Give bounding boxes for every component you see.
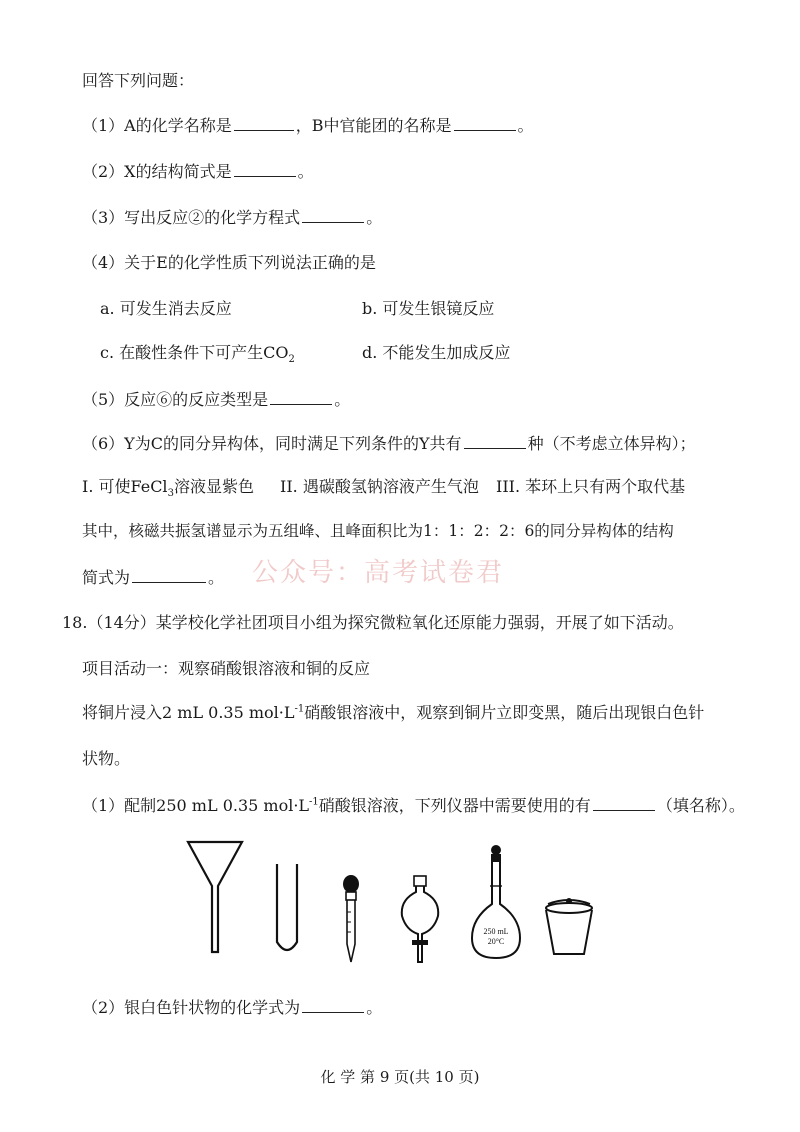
option-d: d. 不能发生加成反应	[362, 343, 511, 362]
crucible-icon	[538, 896, 600, 960]
q18-1-superscript: -1	[309, 796, 319, 808]
question-18-head: 18.（14分）某学校化学社团项目小组为探究微粒氧化还原能力强弱，开展了如下活动。	[62, 613, 684, 632]
intro-line: 回答下列问题：	[82, 71, 195, 90]
answer-blank[interactable]	[302, 996, 364, 1013]
answer-blank[interactable]	[270, 388, 332, 405]
q18-1-end: （填名称）。	[656, 796, 745, 815]
q17-2-end: 。	[297, 162, 314, 181]
flask-label-temperature: 20°C	[487, 937, 505, 946]
q17-1-prefix: （1）A的化学名称是	[82, 116, 232, 135]
q17-1-end: 。	[517, 116, 534, 135]
condition-i-subscript: 3	[167, 488, 174, 500]
question-17-2	[82, 160, 314, 183]
answer-blank[interactable]	[593, 794, 655, 811]
q18-1-pre: （1）配制250 mL 0.35 mol·L	[82, 796, 310, 815]
volumetric-flask-icon	[468, 842, 524, 964]
desc1-pre: 将铜片浸入2 mL 0.35 mol·L	[82, 703, 295, 722]
condition-ii: II. 遇碳酸氢钠溶液产生气泡	[280, 477, 479, 496]
q17-3-prefix: （3）写出反应②的化学方程式	[82, 208, 301, 227]
answer-blank[interactable]	[454, 114, 516, 131]
activity-1-description	[82, 702, 704, 724]
question-17-6-answer	[82, 566, 224, 589]
condition-iii: III. 苯环上只有两个取代基	[496, 477, 686, 496]
funnel-icon	[186, 838, 246, 958]
option-a: a. 可发生消去反应	[100, 299, 232, 318]
desc1-post: 硝酸银溶液中，观察到铜片立即变黑，随后出现银白色针	[304, 703, 705, 722]
question-18-2	[82, 996, 382, 1019]
dropper-icon	[336, 872, 366, 966]
answer-blank[interactable]	[234, 160, 296, 177]
question-18-1	[82, 794, 745, 817]
question-17-5	[82, 388, 350, 411]
answer-blank[interactable]	[464, 432, 526, 449]
q17-6-prefix: （6）Y为C的同分异构体，同时满足下列条件的Y共有	[82, 434, 462, 453]
q18-2-end: 。	[366, 998, 383, 1017]
q17-6c-end: 。	[208, 568, 225, 587]
question-17-6	[82, 432, 696, 455]
activity-1-description-end: 状物。	[82, 749, 131, 768]
desc1-superscript: -1	[294, 703, 305, 715]
q18-1-mid: 硝酸银溶液，下列仪器中需要使用的有	[318, 796, 591, 815]
separatory-funnel-icon	[398, 874, 442, 968]
condition-i-post: 溶液显紫色	[173, 477, 254, 496]
q17-1-mid: ，B中官能团的名称是	[295, 116, 452, 135]
answer-blank[interactable]	[234, 114, 294, 131]
page-footer: 化 学 第 9 页(共 10 页)	[320, 1068, 480, 1086]
q17-2-prefix: （2）X的结构简式是	[82, 162, 232, 181]
option-b: b. 可发生银镜反应	[362, 299, 495, 318]
condition-i-text: I. 可使FeCl	[82, 477, 168, 496]
watermark: 公众号：高考试卷君	[252, 558, 505, 588]
option-c-subscript: 2	[288, 354, 295, 366]
q17-5-prefix: （5）反应⑥的反应类型是	[82, 390, 269, 409]
question-17-4: （4）关于E的化学性质下列说法正确的是	[82, 253, 376, 272]
activity-1-title: 项目活动一：观察硝酸银溶液和铜的反应	[82, 659, 371, 678]
answer-blank[interactable]	[302, 206, 364, 223]
question-17-3	[82, 206, 382, 229]
test-tube-icon	[272, 862, 302, 958]
answer-blank[interactable]	[132, 566, 206, 583]
q17-6c-prefix: 简式为	[82, 568, 131, 587]
q17-5-end: 。	[334, 390, 351, 409]
q18-2-prefix: （2）银白色针状物的化学式为	[82, 998, 301, 1017]
question-17-1	[82, 114, 534, 137]
q17-6-end: 种（不考虑立体异构）；	[527, 434, 696, 453]
option-c	[100, 342, 295, 364]
q17-3-end: 。	[366, 208, 383, 227]
question-17-6-detail: 其中，核磁共振氢谱显示为五组峰、且峰面积比为1：1：2：2：6的同分异构体的结构	[82, 522, 674, 540]
flask-label-volume: 250 mL	[483, 927, 509, 936]
condition-i	[82, 476, 254, 498]
option-c-text: c. 在酸性条件下可产生CO	[100, 343, 289, 362]
